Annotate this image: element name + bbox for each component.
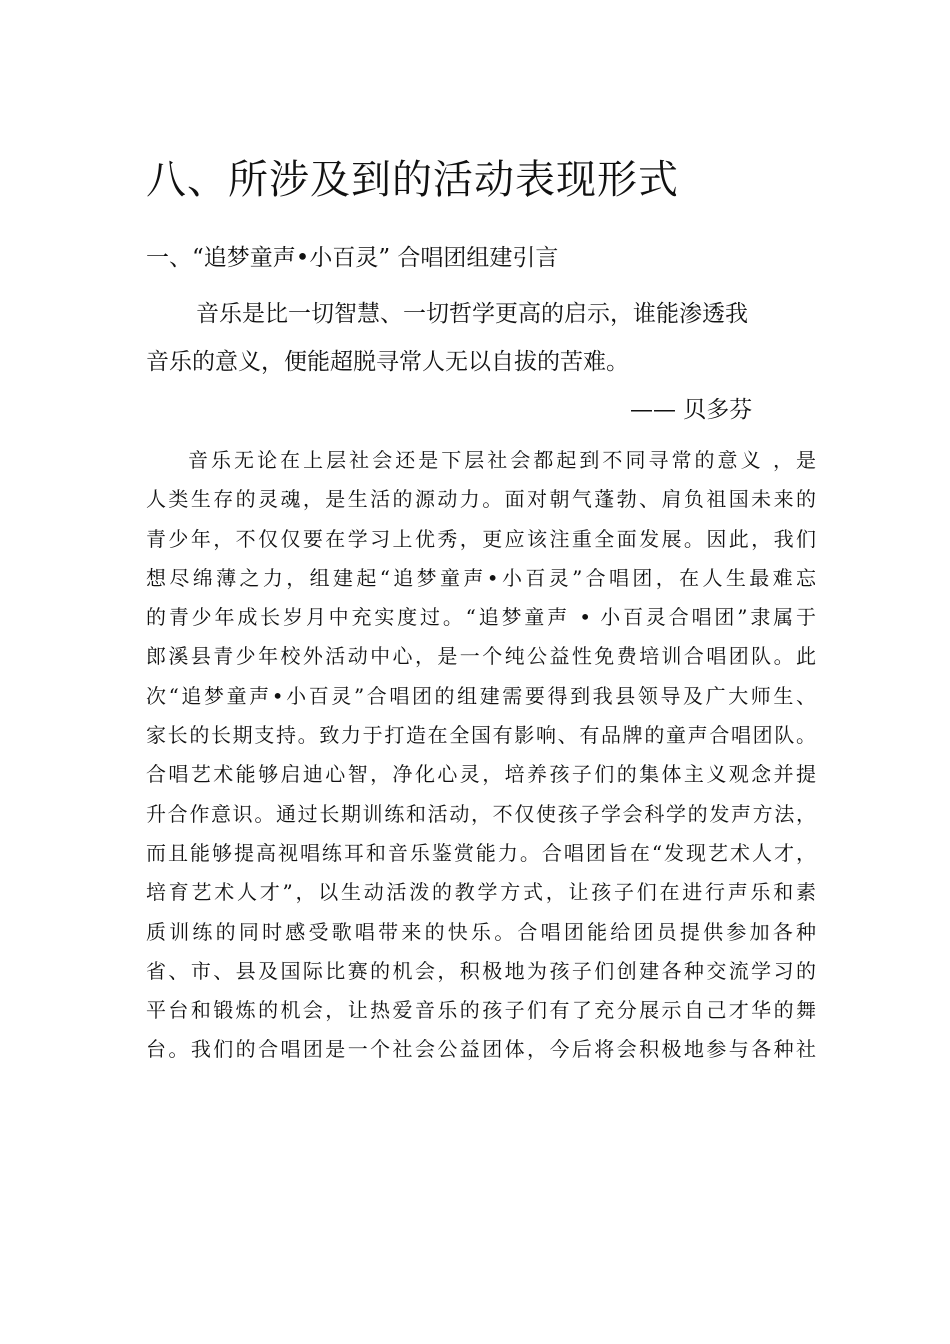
paragraph-line: 台。我们的合唱团是一个社会公益团体，今后将会积极地参与各种社: [146, 1037, 816, 1062]
paragraph-line: 省、市、县及国际比赛的机会，积极地为孩子们创建各种交流学习的: [146, 958, 816, 983]
quote-line: 音乐的意义，便能超脱寻常人无以自拔的苦难。: [146, 349, 629, 375]
paragraph-line: 次“追梦童声•小百灵”合唱团的组建需要得到我县领导及广大师生、: [146, 683, 816, 708]
section-title: 八、所涉及到的活动表现形式: [146, 157, 679, 203]
paragraph-line: 人类生存的灵魂，是生活的源动力。面对朝气蓬勃、肩负祖国未来的: [146, 487, 816, 512]
epigraph-quote: [146, 290, 816, 386]
paragraph-line: 想尽绵薄之力，组建起“追梦童声•小百灵”合唱团，在人生最难忘: [146, 565, 816, 590]
paragraph-line: 家长的长期支持。致力于打造在全国有影响、有品牌的童声合唱团队。: [146, 723, 816, 748]
paragraph-line: 音乐无论在上层社会还是下层社会都起到不同寻常的意义 ，是: [188, 448, 816, 472]
quote-line: 音乐是比一切智慧、一切哲学更高的启示，谁能渗透我: [196, 301, 748, 327]
paragraph-line: 合唱艺术能够启迪心智，净化心灵，培养孩子们的集体主义观念并提: [146, 762, 816, 787]
paragraph-line: 平台和锻炼的机会，让热爱音乐的孩子们有了充分展示自己才华的舞: [146, 998, 816, 1023]
paragraph-line: 的青少年成长岁月中充实度过。“追梦童声 • 小百灵合唱团”隶属于: [146, 605, 816, 630]
paragraph-line: 而且能够提高视唱练耳和音乐鉴赏能力。合唱团旨在“发现艺术人才，: [146, 840, 816, 865]
quote-attribution: —— 贝多芬: [630, 397, 753, 423]
body-paragraph: [146, 441, 816, 1070]
paragraph-line: 质训练的同时感受歌唱带来的快乐。合唱团能给团员提供参加各种: [146, 919, 816, 944]
paragraph-line: 培育艺术人才”，以生动活泼的教学方式，让孩子们在进行声乐和素: [146, 880, 816, 905]
paragraph-line: 郎溪县青少年校外活动中心，是一个纯公益性免费培训合唱团队。此: [146, 644, 816, 669]
paragraph-line: 青少年，不仅仅要在学习上优秀，更应该注重全面发展。因此，我们: [146, 526, 816, 551]
subsection-heading: 一、“追梦童声•小百灵” 合唱团组建引言: [146, 245, 559, 271]
paragraph-line: 升合作意识。通过长期训练和活动，不仅使孩子学会科学的发声方法，: [146, 801, 816, 826]
